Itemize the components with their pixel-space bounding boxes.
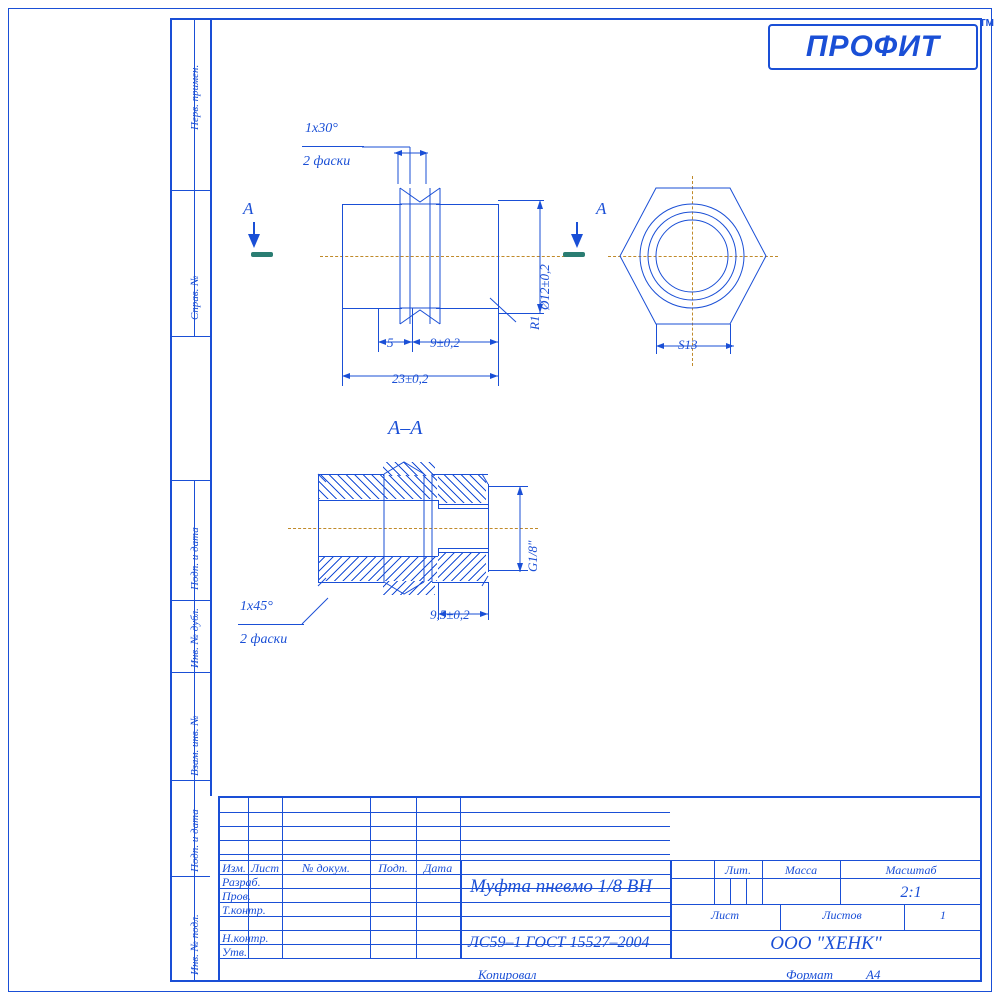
main-dim-len-short: 5 <box>387 335 394 350</box>
tb-h3 <box>220 840 670 841</box>
logo-text: ПРОФИТ <box>805 30 941 63</box>
section-plane-mark-left <box>251 252 273 257</box>
main-left-end-face <box>342 204 343 308</box>
tb-sheet-label: Лист <box>710 908 740 922</box>
tb-scale-label: Масштаб <box>885 863 937 877</box>
side-label-inv-podl: Инв. № подл. <box>189 914 201 975</box>
main-dim-total: 23±0,2 <box>392 371 429 386</box>
left-margin-sep-1 <box>170 190 210 191</box>
main-dim-radius-text: R1 <box>527 315 542 330</box>
main-hex-profile <box>396 180 444 332</box>
section-plane-mark-right <box>563 252 585 257</box>
tb-col-data: Дата <box>423 861 453 875</box>
left-margin-sep-7 <box>170 876 210 877</box>
main-dim-diameter-text: Ø12±0,2 <box>537 264 552 310</box>
tb-company: ООО "ХЕНК" <box>770 933 882 954</box>
tb-row-prov: Пров. <box>222 889 251 903</box>
title-block <box>218 796 982 982</box>
section-thread-minor-top <box>438 504 488 505</box>
tb-h11 <box>220 958 982 959</box>
tb-v-lit-2 <box>730 878 731 904</box>
tb-h1 <box>220 812 670 813</box>
side-label-perv-primen: Перв. примен. <box>189 64 201 130</box>
tb-h4 <box>220 854 670 855</box>
section-hatch-bottom-right <box>438 553 486 581</box>
side-label-podp-data-2: Подп. и дата <box>189 809 201 872</box>
end-view-dim-wrench: S13 <box>678 337 698 352</box>
main-chamfer-note-count: 2 фаски <box>303 154 351 169</box>
section-chamfer-note-underline <box>238 624 304 625</box>
end-view-hexagon <box>620 186 766 328</box>
main-right-end-face <box>498 204 499 308</box>
section-arrow-right <box>569 222 585 250</box>
tb-part-name: Муфта пневмо 1/8 ВН <box>470 876 653 897</box>
section-hatch-top-left <box>319 475 437 499</box>
main-right-bottom-edge <box>436 308 498 309</box>
side-label-podp-data-1: Подп. и дата <box>189 527 201 590</box>
section-arrow-left <box>246 222 262 250</box>
section-chamfer-note-count: 2 фаски <box>240 632 288 647</box>
section-dim-thread: G1/8" <box>525 540 540 572</box>
tb-v2 <box>282 798 283 958</box>
tb-col-dokum: № докум. <box>302 861 350 875</box>
logo-tm-mark: TM <box>979 18 994 29</box>
tb-col-izm: Изм. <box>222 861 246 875</box>
section-hatch-top-right <box>438 475 486 503</box>
format-value: A4 <box>866 967 881 982</box>
tb-sheets-value: 1 <box>940 908 946 922</box>
tb-v-lit-3 <box>746 878 747 904</box>
left-margin-sep-4 <box>170 600 210 601</box>
section-thread-top <box>438 508 488 509</box>
tb-col-podp: Подп. <box>378 861 408 875</box>
section-title: A–A <box>388 417 423 439</box>
tb-row-razrab: Разраб. <box>222 875 261 889</box>
main-left-top-edge <box>342 204 402 205</box>
tb-h8 <box>220 916 670 917</box>
tb-v4 <box>416 798 417 958</box>
tb-h2 <box>220 826 670 827</box>
tb-col-list: Лист <box>250 861 280 875</box>
main-chamfer-note-angle: 1х30° <box>305 121 338 136</box>
section-letter-right: A <box>596 199 607 218</box>
section-thread-bottom <box>438 548 488 549</box>
section-hatch-top-hex <box>383 462 435 476</box>
tb-v5b <box>460 860 462 958</box>
section-hatch-bottom-left <box>319 557 437 581</box>
main-dim-len-mid: 9±0,2 <box>430 335 460 350</box>
company-logo <box>768 24 978 70</box>
section-left-chamfers <box>312 470 328 590</box>
tb-h-right-1 <box>670 878 982 879</box>
section-chamfer-leader <box>302 596 336 626</box>
tb-row-nkontr: Н.контр. <box>222 931 269 945</box>
main-chamfer-dim-arrows <box>392 144 432 162</box>
side-label-inv-dubl: Инв. № дубл. <box>189 608 201 668</box>
section-right-bottom-outer <box>432 582 488 583</box>
tb-mass-label: Масса <box>784 863 818 877</box>
side-label-sprav: Справ. № <box>189 275 201 320</box>
main-right-top-edge <box>436 204 498 205</box>
side-label-vzam-inv: Взам. инв. № <box>189 715 201 776</box>
left-margin-sep-5 <box>170 672 210 673</box>
section-letter-left: A <box>243 199 254 218</box>
main-left-bottom-edge <box>342 308 402 309</box>
section-chamfer-note-angle: 1х45° <box>240 599 273 614</box>
section-dim-thread-depth: 9,5±0,2 <box>430 607 470 622</box>
tb-row-utv: Утв. <box>222 945 247 959</box>
left-margin-sep-3 <box>170 480 210 481</box>
tb-sheets-label: Листов <box>822 908 862 922</box>
left-margin-divider <box>210 18 212 796</box>
format-label: Формат <box>786 967 833 982</box>
tb-h-right-2 <box>670 904 982 905</box>
left-margin-sep-6 <box>170 780 210 781</box>
section-hatch-bottom-hex <box>383 581 435 595</box>
main-chamfer-note-underline <box>302 146 364 147</box>
tb-row-tkontr: Т.контр. <box>222 903 266 917</box>
tb-h7 <box>220 902 670 903</box>
tb-lit-label: Лит. <box>725 863 751 877</box>
main-dia-ext-top <box>498 200 544 201</box>
tb-v3 <box>370 798 371 958</box>
left-margin-sep-2 <box>170 336 210 337</box>
section-bore-top <box>318 500 438 501</box>
tb-h9 <box>220 930 982 931</box>
tb-material: ЛС59–1 ГОСТ 15527–2004 <box>468 934 650 951</box>
copied-label: Копировал <box>478 967 537 982</box>
tb-scale-value: 2:1 <box>900 884 922 901</box>
